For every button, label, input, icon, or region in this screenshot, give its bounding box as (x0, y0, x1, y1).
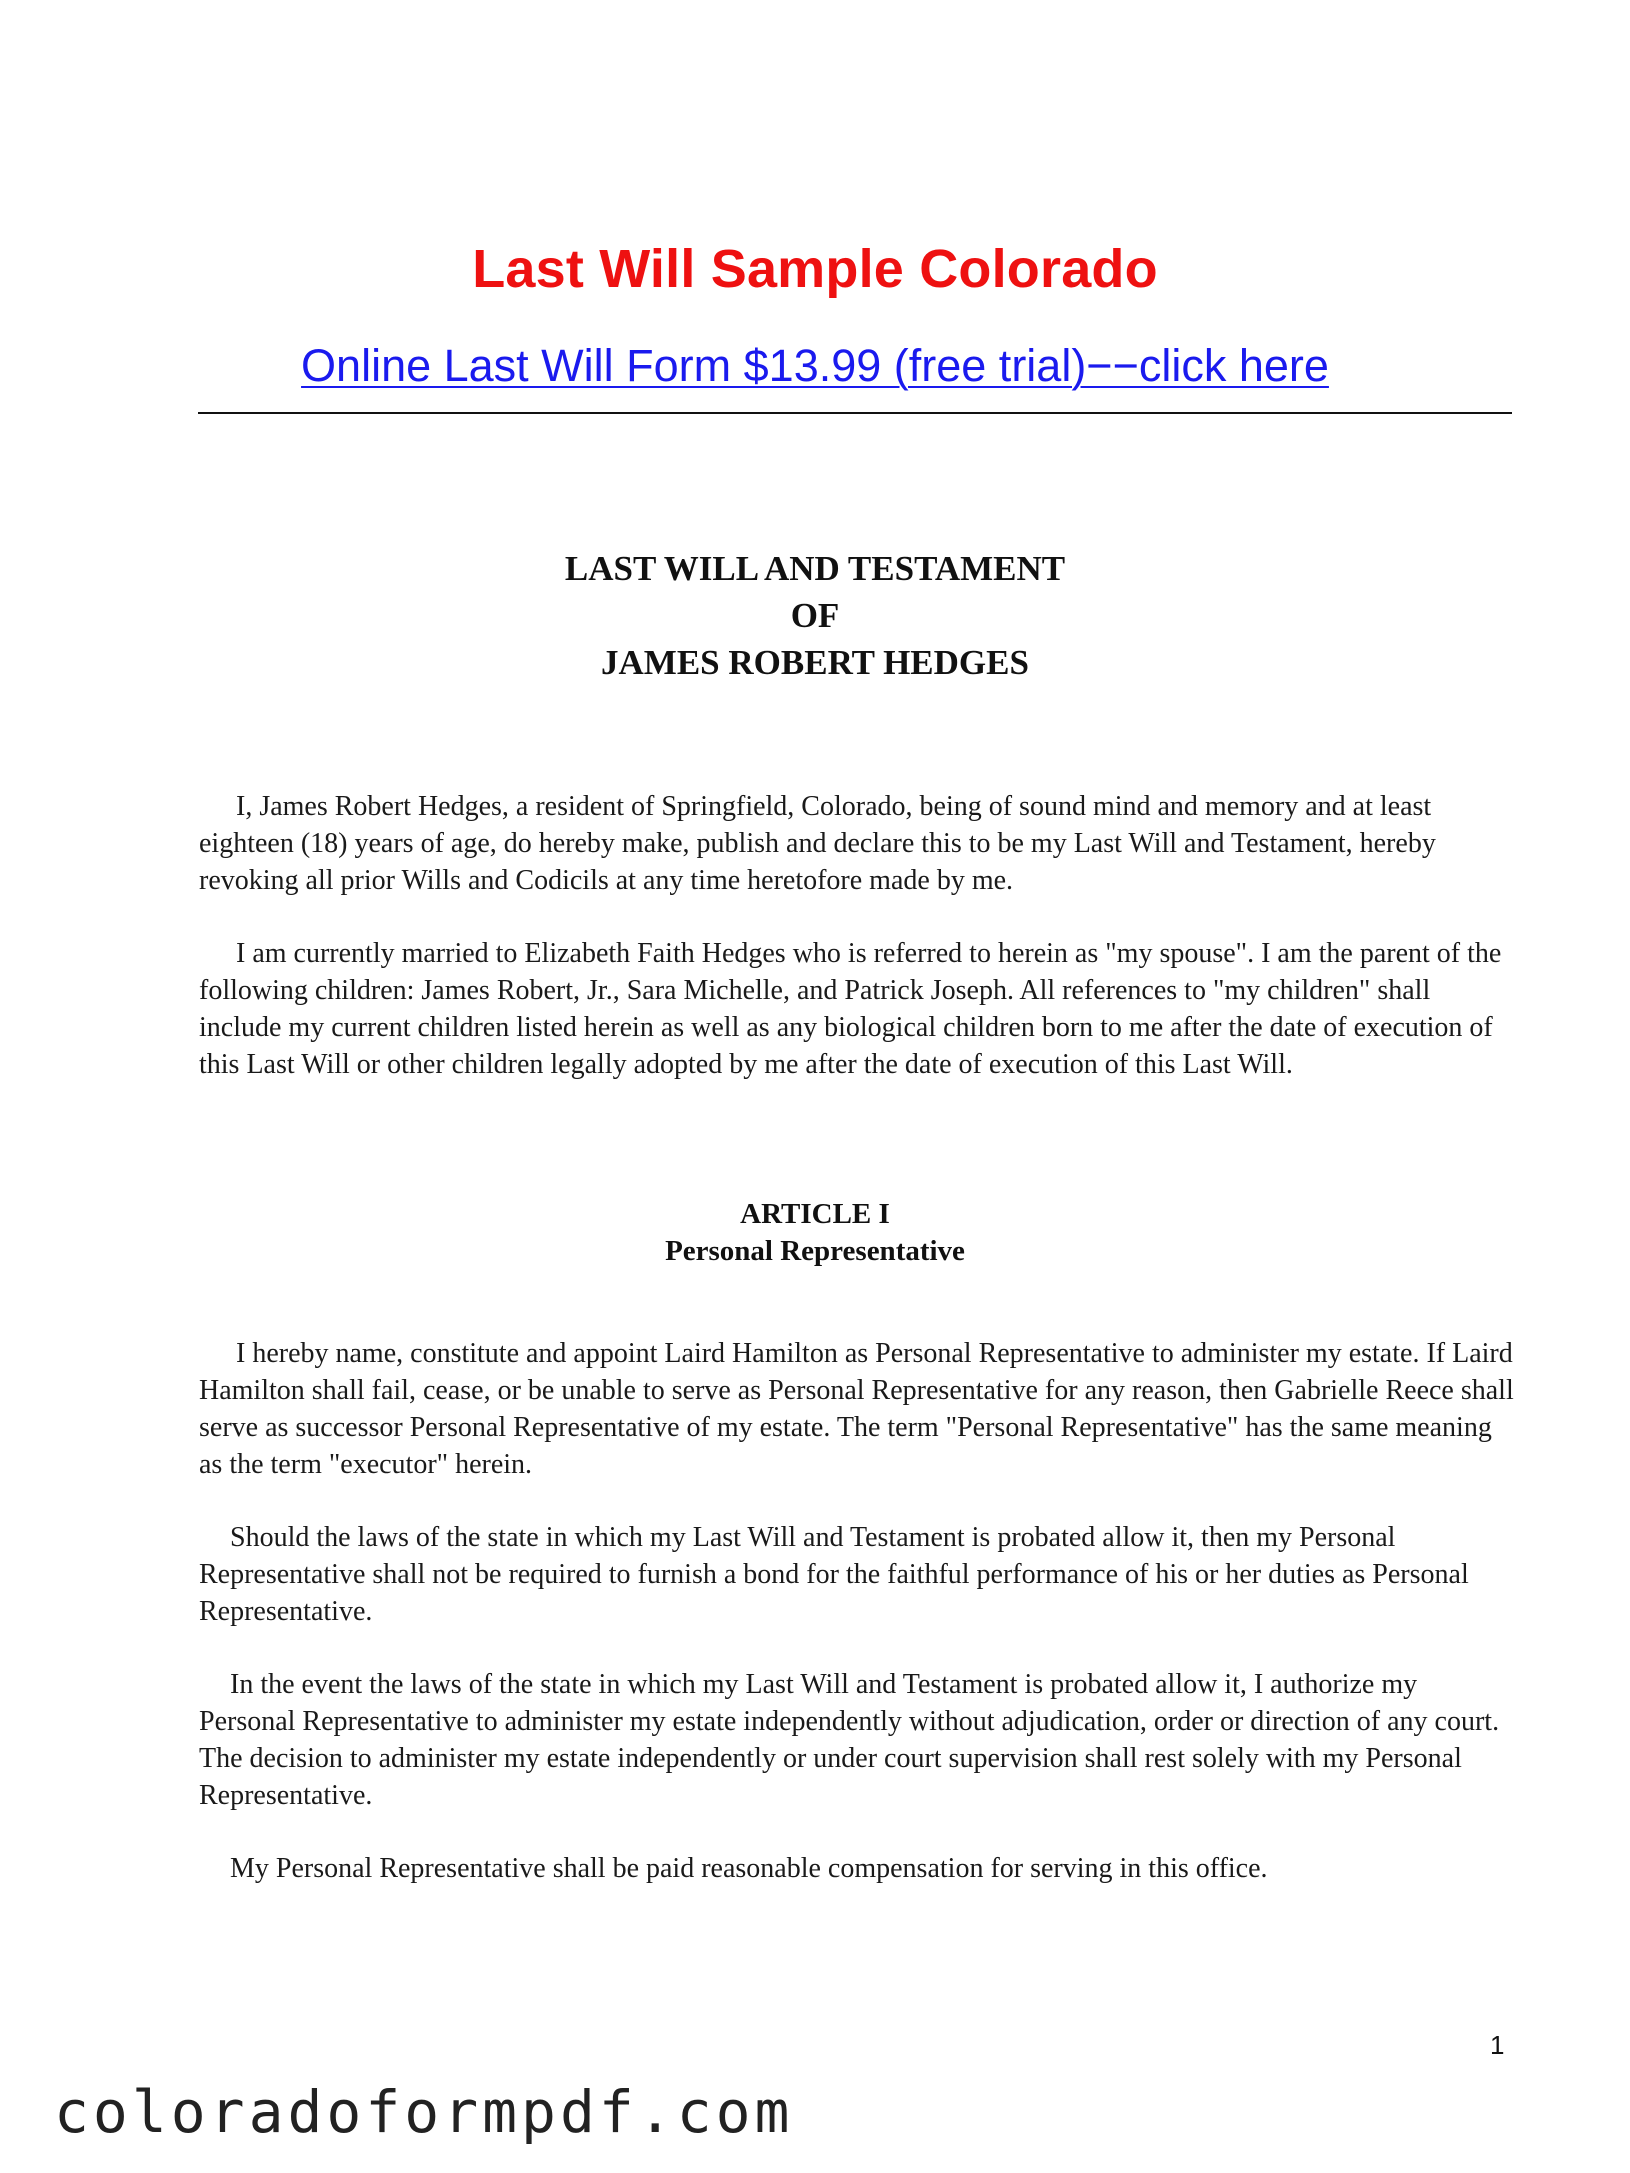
article-1-number: ARTICLE I (740, 1198, 890, 1230)
article-1-heading (0, 1196, 1630, 1270)
page-number: 1 (1490, 2030, 1505, 2060)
article-1-paragraph-independent-administration: In the event the laws of the state in which my Last Will and Testament is probated allow it, I authorize my Personal Representative to administer my estate independently without adjudication, order or direction of any court. The decision to administer my estate independently or under court supervision shall rest solely with my Personal Representative. (199, 1669, 1500, 1811)
article-1-paragraph-bond: Should the laws of the state in which my Last Will and Testament is probated allow it, then my Personal Representative shall not be required to furnish a bond for the faithful performance of his or her duties as Personal Representative. (199, 1522, 1469, 1627)
will-heading-line3: JAMES ROBERT HEDGES (601, 643, 1029, 682)
will-heading (0, 545, 1630, 686)
sample-title: Last Will Sample Colorado (472, 239, 1158, 299)
online-form-link[interactable]: Online Last Will Form $13.99 (free trial)−−click here (301, 340, 1329, 391)
site-watermark: coloradoformpdf.com (54, 2078, 794, 2146)
article-1-paragraph-compensation: My Personal Representative shall be paid reasonable compensation for serving in this office. (230, 1853, 1268, 1884)
article-1-title: Personal Representative (665, 1235, 965, 1267)
will-heading-line1: LAST WILL AND TESTAMENT (564, 549, 1066, 588)
intro-section (199, 788, 1519, 1083)
article-1-paragraph-appointment: I hereby name, constitute and appoint Laird Hamilton as Personal Representative to administer my estate. If Laird Hamilton shall fail, cease, or be unable to serve as Personal Representative for any reason, then Gabrielle Reece shall serve as successor Personal Representative of my estate. The term "Personal Representative" has the same meaning as the term "executor" herein. (199, 1338, 1514, 1480)
intro-paragraph-family: I am currently married to Elizabeth Faith Hedges who is referred to herein as "my spouse". I am the parent of the following children: James Robert, Jr., Sara Michelle, and Patrick Joseph. All references to "my children" shall include my current children listed herein as well as any biological children born to me after the date of execution of this Last Will or other children legally adopted by me after the date of execution of this Last Will. (199, 938, 1502, 1080)
intro-paragraph-declaration: I, James Robert Hedges, a resident of Springfield, Colorado, being of sound mind and memory and at least eighteen (18) years of age, do hereby make, publish and declare this to be my Last Will and Testament, hereby revoking all prior Wills and Codicils at any time heretofore made by me. (199, 791, 1436, 896)
horizontal-divider (198, 412, 1512, 414)
will-heading-line2: OF (790, 596, 840, 635)
article-1-body (199, 1335, 1519, 1887)
